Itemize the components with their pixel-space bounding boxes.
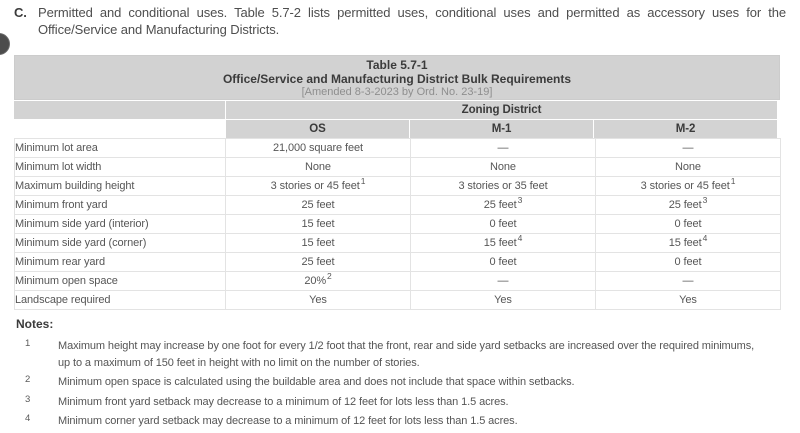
cell-value: 0 feet (596, 215, 781, 234)
footnote-ref: 1 (730, 176, 736, 187)
note-item (16, 394, 786, 411)
footnote-ref: 4 (702, 233, 708, 244)
notes-heading: Notes: (16, 317, 54, 331)
cell-value: — (411, 272, 596, 291)
cell-value: — (411, 139, 596, 158)
cell-value: 25 feet (226, 196, 411, 215)
row-label: Minimum open space (15, 272, 226, 291)
cell-value: None (226, 158, 411, 177)
note-text: Maximum height may increase by one foot for every 1/2 foot that the front, rear and side yard setbacks are increased over the required minimums, up to a maximum of 150 feet in height with no limit on the number of stories. (58, 340, 755, 369)
note-text: Minimum corner yard setback may decrease to a minimum of 12 feet for lots less than 1.5 acres. (58, 415, 518, 427)
table-row (15, 139, 781, 158)
cell-value: Yes (596, 291, 781, 310)
column-header-m1: M-1 (410, 120, 593, 138)
row-label: Maximum building height (15, 177, 226, 196)
cell-value: — (596, 139, 781, 158)
cell-value: None (596, 158, 781, 177)
row-label: Minimum side yard (corner) (15, 234, 226, 253)
table-row (15, 291, 781, 310)
note-item (16, 374, 786, 391)
paragraph-marker: C. (14, 5, 27, 20)
table-column-headers (14, 101, 780, 138)
cell-value: 15 feet (226, 215, 411, 234)
paragraph-line-1: Permitted and conditional uses. Table 5.7-2 lists permitted uses, conditional uses and permitted as accessory uses for the (38, 5, 786, 20)
cell-value: 15 feet$^4$ (596, 234, 781, 253)
note-text: Minimum front yard setback may decrease to a minimum of 12 feet for lots less than 1.5 acres. (58, 395, 509, 408)
column-header-m2: M-2 (594, 120, 777, 138)
footnote-ref: 3 (517, 195, 523, 206)
cell-value: 15 feet$^4$ (411, 234, 596, 253)
table-number: Table 5.7-1 (366, 58, 428, 72)
paragraph-line-2: Office/Service and Manufacturing Districts. (38, 22, 280, 37)
footnote-ref: 4 (517, 233, 523, 244)
note-item (16, 338, 786, 371)
cell-value: 25 feet$^3$ (411, 196, 596, 215)
table-row (15, 196, 781, 215)
note-text: Minimum open space is calculated using the buildable area and does not include that space within setbacks. (58, 376, 575, 388)
cell-value: — (596, 272, 781, 291)
table-row (15, 253, 781, 272)
table-title: Office/Service and Manufacturing District Bulk Requirements (222, 72, 572, 86)
row-label: Minimum rear yard (15, 253, 226, 272)
cell-value: None (411, 158, 596, 177)
bulk-requirements-table (14, 55, 780, 310)
footnote-ref: 3 (702, 195, 708, 206)
row-label: Minimum side yard (interior) (15, 215, 226, 234)
note-item (16, 413, 786, 430)
row-label: Minimum front yard (15, 196, 226, 215)
table-amendment-note: [Amended 8-3-2023 by Ord. No. 23-19] (301, 86, 493, 98)
cell-value: Yes (226, 291, 411, 310)
cell-value: 3 stories or 45 feet$^1$ (596, 177, 781, 196)
cell-value: 0 feet (411, 215, 596, 234)
note-marker: 2 (25, 374, 31, 385)
row-label: Minimum lot width (15, 158, 226, 177)
cell-value: 25 feet$^3$ (596, 196, 781, 215)
cell-value: 0 feet (596, 253, 781, 272)
table-body (14, 138, 781, 310)
note-marker: 3 (25, 393, 31, 405)
footnote-ref: 1 (360, 176, 366, 187)
cell-value: Yes (411, 291, 596, 310)
row-label: Minimum lot area (15, 139, 226, 158)
corner-cell (14, 101, 225, 119)
table-row (15, 158, 781, 177)
table-row (15, 215, 781, 234)
row-label: Landscape required (15, 291, 226, 310)
cell-value: 25 feet (226, 253, 411, 272)
table-title-block (14, 55, 780, 100)
column-header-os: OS (226, 120, 409, 138)
notes-section (16, 317, 786, 433)
intro-paragraph (14, 4, 786, 38)
table-row (15, 272, 781, 291)
cell-value: 15 feet (226, 234, 411, 253)
note-marker: 1 (25, 338, 31, 349)
note-marker: 4 (25, 413, 31, 424)
zoning-district-header: Zoning District (226, 101, 777, 119)
cell-value: 3 stories or 35 feet (411, 177, 596, 196)
footnote-ref: 2 (327, 271, 332, 282)
cell-value: 0 feet (411, 253, 596, 272)
side-bubble-button[interactable] (0, 33, 10, 55)
cell-value: 3 stories or 45 feet$^1$ (226, 177, 411, 196)
cell-value: 21,000 square feet (226, 139, 411, 158)
notes-list (16, 338, 786, 430)
table-row (15, 234, 781, 253)
table-row (15, 177, 781, 196)
cell-value: 20%$^2$ (226, 272, 411, 291)
